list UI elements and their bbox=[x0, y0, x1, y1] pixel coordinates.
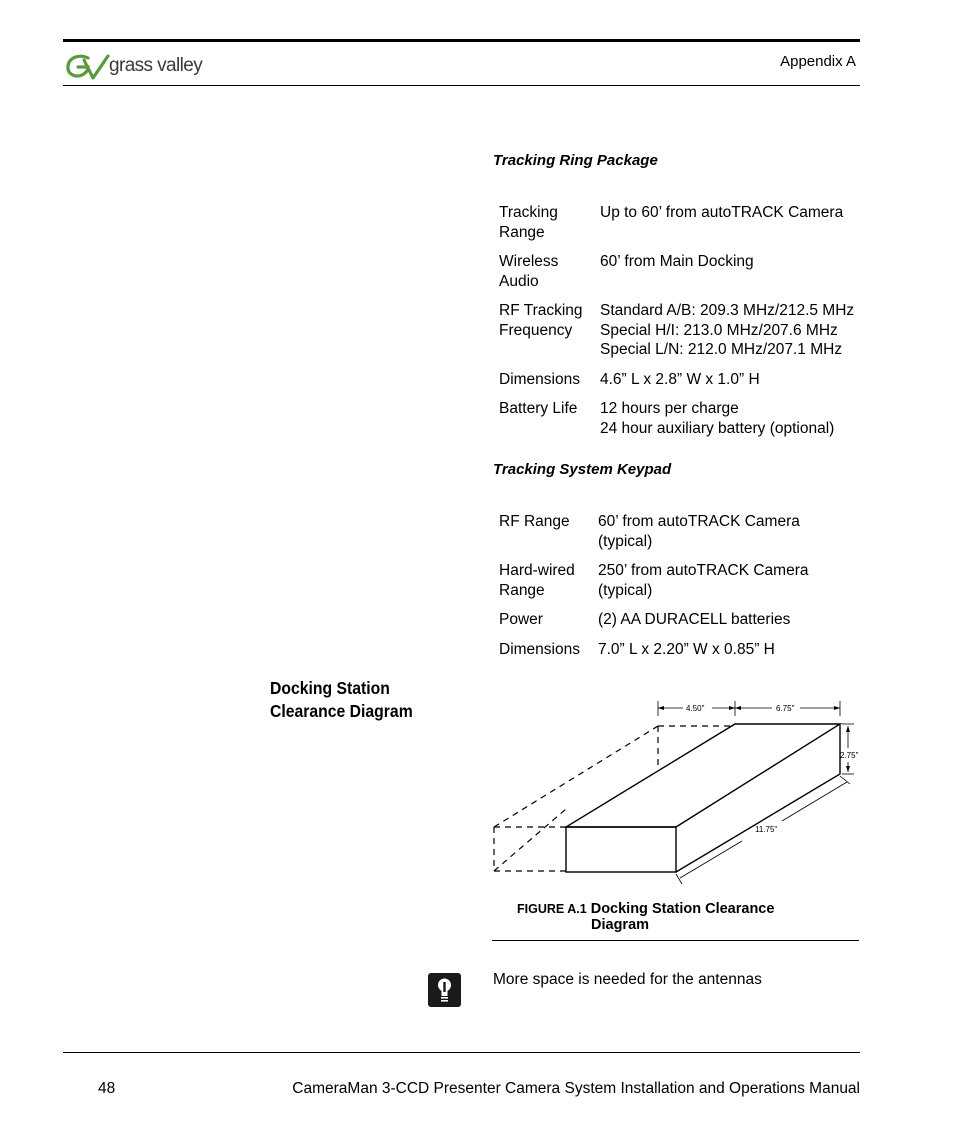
dim-depth-label: 6.75" bbox=[776, 704, 795, 713]
docking-clearance-diagram bbox=[490, 696, 862, 888]
spec-value bbox=[594, 399, 860, 448]
docking-station-box bbox=[566, 724, 840, 872]
spec-row bbox=[493, 301, 860, 370]
spec-label bbox=[493, 512, 592, 561]
dim-length-label: 11.75" bbox=[755, 825, 778, 834]
spec-label-line: Range bbox=[499, 223, 545, 241]
spec-value-line: 4.6” L x 2.8” W x 1.0” H bbox=[600, 370, 760, 388]
keypad-title: Tracking System Keypad bbox=[493, 461, 672, 478]
spec-row bbox=[493, 399, 860, 448]
tracking-ring-spec-table bbox=[493, 203, 860, 448]
figure-caption bbox=[517, 901, 774, 933]
spec-value-line: 7.0” L x 2.20” W x 0.85” H bbox=[598, 640, 775, 658]
dimension-arrows bbox=[658, 706, 850, 772]
spec-value-line: Special L/N: 212.0 MHz/207.1 MHz bbox=[600, 341, 843, 358]
spec-value bbox=[594, 370, 860, 400]
caption-line1: Docking Station Clearance bbox=[590, 901, 775, 917]
spec-label-line: Tracking bbox=[499, 204, 558, 221]
spec-row bbox=[493, 640, 814, 670]
spec-row bbox=[493, 512, 814, 561]
spec-value bbox=[594, 301, 860, 370]
grass-valley-logo bbox=[66, 52, 216, 82]
spec-label-line: Hard-wired bbox=[499, 562, 575, 579]
spec-label-line: Battery Life bbox=[499, 400, 578, 417]
spec-value-line: Up to 60’ from autoTRACK Camera bbox=[600, 204, 844, 221]
spec-value-line: Standard A/B: 209.3 MHz/212.5 MHz bbox=[600, 302, 855, 319]
keypad-spec-table bbox=[493, 512, 814, 669]
docking-heading-line2: Clearance Diagram bbox=[270, 701, 413, 721]
caption-rule bbox=[492, 940, 859, 941]
dimension-lines bbox=[658, 701, 854, 884]
spec-value bbox=[594, 252, 860, 301]
spec-label bbox=[493, 640, 592, 670]
spec-label-line: RF Tracking bbox=[499, 302, 583, 319]
spec-label bbox=[493, 370, 594, 400]
docking-heading bbox=[270, 677, 413, 723]
spec-label bbox=[493, 252, 594, 301]
spec-value bbox=[592, 610, 814, 640]
spec-value-line: 12 hours per charge bbox=[600, 400, 739, 417]
spec-value-line: 24 hour auxiliary battery (optional) bbox=[600, 419, 835, 437]
spec-value-line: 60’ from Main Docking bbox=[600, 253, 754, 270]
dim-width-label: 4.50" bbox=[686, 704, 705, 713]
page-number: 48 bbox=[98, 1080, 116, 1097]
spec-value-line: 60’ from autoTRACK Camera bbox=[598, 513, 800, 530]
spec-row bbox=[493, 252, 860, 301]
tracking-ring-title: Tracking Ring Package bbox=[493, 152, 658, 169]
spec-value-line: Special H/I: 213.0 MHz/207.6 MHz bbox=[600, 321, 838, 339]
clearance-outline bbox=[494, 726, 735, 871]
spec-label-line: Dimensions bbox=[499, 640, 580, 658]
spec-value-line: 250’ from autoTRACK Camera bbox=[598, 562, 809, 579]
spec-label-line: Dimensions bbox=[499, 370, 580, 388]
footer-rule bbox=[63, 1052, 860, 1053]
spec-row bbox=[493, 203, 860, 252]
figure-label: FIGURE A.1 bbox=[517, 902, 587, 916]
spec-value bbox=[592, 512, 814, 561]
gv-logo-icon bbox=[66, 52, 110, 82]
spec-value bbox=[594, 203, 860, 252]
section-label: Appendix A bbox=[780, 53, 856, 70]
spec-label bbox=[493, 610, 592, 640]
manual-title: CameraMan 3-CCD Presenter Camera System Installation and Operations Manual bbox=[292, 1080, 860, 1097]
spec-label-line: Wireless bbox=[499, 253, 559, 270]
spec-label-line: Power bbox=[499, 611, 543, 628]
spec-value bbox=[592, 561, 814, 610]
spec-label bbox=[493, 203, 594, 252]
spec-row bbox=[493, 561, 814, 610]
lightbulb-icon bbox=[428, 973, 461, 1007]
spec-label-line: RF Range bbox=[499, 513, 570, 530]
spec-label-line: Range bbox=[499, 581, 545, 599]
spec-label bbox=[493, 301, 594, 370]
spec-row bbox=[493, 370, 860, 400]
spec-value-line: (typical) bbox=[598, 532, 653, 550]
top-rule bbox=[63, 39, 860, 42]
header-rule bbox=[63, 85, 860, 86]
spec-value-line: (2) AA DURACELL batteries bbox=[598, 611, 791, 628]
spec-label-line: Frequency bbox=[499, 321, 573, 339]
spec-label bbox=[493, 561, 592, 610]
docking-heading-line1: Docking Station bbox=[270, 678, 390, 698]
spec-value-line: (typical) bbox=[598, 581, 653, 599]
dim-height-label: 2.75" bbox=[840, 751, 859, 760]
spec-label bbox=[493, 399, 594, 448]
caption-line2: Diagram bbox=[591, 917, 650, 933]
spec-row bbox=[493, 610, 814, 640]
tip-text: More space is needed for the antennas bbox=[493, 971, 762, 988]
spec-value bbox=[592, 640, 814, 670]
logo-text: grass valley bbox=[109, 55, 203, 76]
spec-label-line: Audio bbox=[499, 272, 539, 290]
